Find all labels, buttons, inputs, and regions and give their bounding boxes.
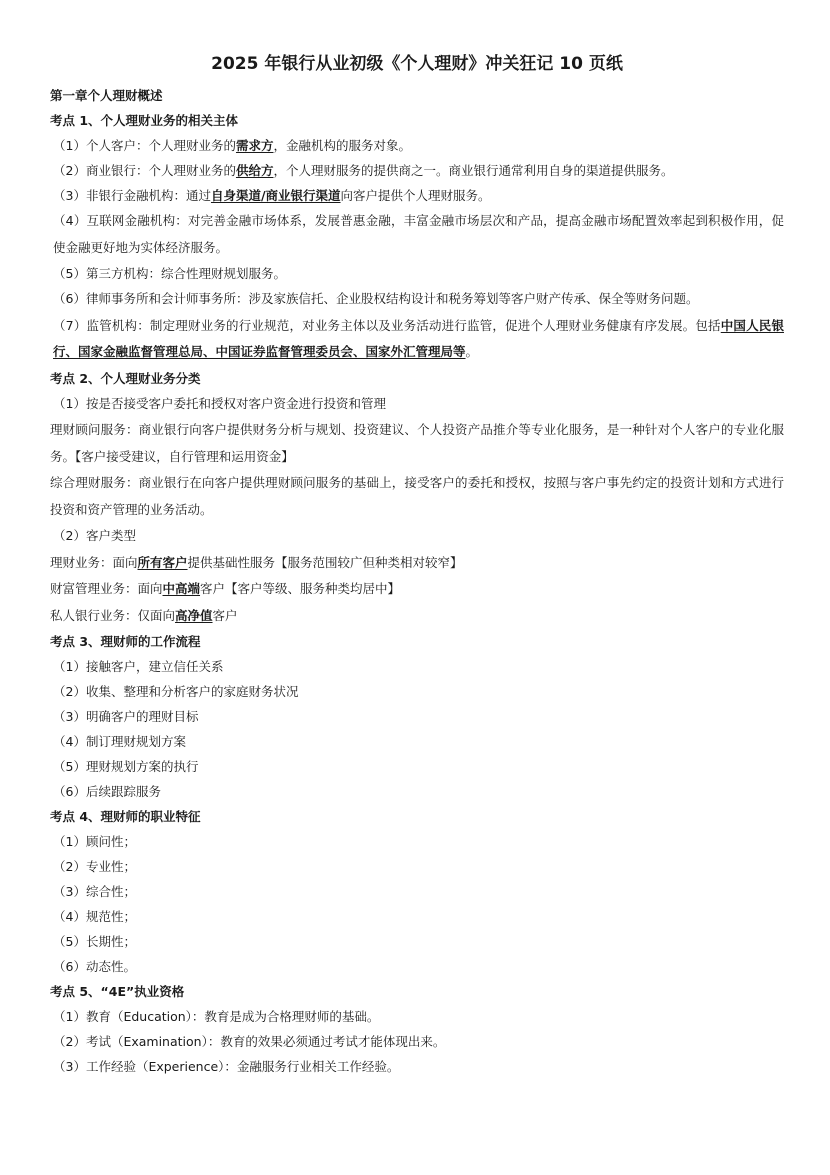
section-heading-2: 考点 2、个人理财业务分类 bbox=[50, 370, 201, 386]
entity-individual-client: （1）个人客户：个人理财业务的需求方，金融机构的服务对象。 bbox=[53, 138, 411, 153]
list-item: （5）长期性； bbox=[53, 934, 136, 949]
section-heading-3: 考点 3、理财师的工作流程 bbox=[50, 634, 201, 649]
list-item: （3）综合性； bbox=[53, 884, 136, 899]
chapter-heading: 第一章个人理财概述 bbox=[50, 88, 163, 103]
wealth-management-line: 财富管理业务：面向中高端客户【客户等级、服务种类均居中】 bbox=[50, 581, 401, 596]
list-item: （4）制订理财规划方案 bbox=[53, 734, 186, 749]
keyword-supply-side: 供给方 bbox=[235, 163, 274, 178]
entity-regulators: （7）监管机构：制定理财业务的行业规范，对业务主体以及业务活动进行监管，促进个人理财业务健康有序发展。包括中国人民银行、国家金融监督管理总局、中国证券监督管理委员会、国家外汇管理局等。 bbox=[53, 317, 784, 359]
classification-sub-1: （1）按是否接受客户委托和授权对客户资金进行投资和管理 bbox=[53, 395, 386, 411]
section-heading-5: 考点 5、“4E”执业资格 bbox=[50, 984, 185, 999]
advisory-service-paragraph: 理财顾问服务：商业银行向客户提供财务分析与规划、投资建议、个人投资产品推介等专业化服务，是一种针对个人客户的专业化服务。【客户接受建议，自行管理和运用资金】 bbox=[50, 422, 784, 464]
list-item: （1）教育（Education）：教育是成为合格理财师的基础。 bbox=[53, 1009, 380, 1024]
entity-law-accounting-firms: （6）律师事务所和会计师事务所：涉及家族信托、企业股权结构设计和税务筹划等客户财产传承、保全等财务问题。 bbox=[53, 291, 699, 306]
list-item: （3）工作经验（Experience）：金融服务行业相关工作经验。 bbox=[53, 1059, 400, 1074]
private-banking-line: 私人银行业务：仅面向高净值客户 bbox=[50, 607, 238, 623]
section-heading-1: 考点 1、个人理财业务的相关主体 bbox=[50, 113, 239, 128]
entity-third-party: （5）第三方机构：综合性理财规划服务。 bbox=[53, 266, 286, 281]
entity-internet-finance: （4）互联网金融机构：对完善金融市场体系，发展普惠金融，丰富金融市场层次和产品，提高金融市场配置效率起到积极作用，促使金融更好地为实体经济服务。 bbox=[53, 213, 784, 255]
list-item: （2）专业性； bbox=[53, 859, 136, 874]
section-heading-4: 考点 4、理财师的职业特征 bbox=[50, 809, 201, 824]
keyword-high-net-worth: 高净值 bbox=[175, 607, 213, 623]
classification-sub-2: （2）客户类型 bbox=[53, 528, 136, 543]
list-item: （2）收集、整理和分析客户的家庭财务状况 bbox=[53, 684, 299, 699]
list-item: （6）动态性。 bbox=[53, 959, 136, 974]
keyword-demand-side: 需求方 bbox=[235, 138, 274, 153]
comprehensive-service-paragraph: 综合理财服务：商业银行在向客户提供理财顾问服务的基础上，接受客户的委托和授权，按照与客户事先约定的投资计划和方式进行投资和资产管理的业务活动。 bbox=[50, 475, 784, 517]
wealth-business-line: 理财业务：面向所有客户提供基础性服务【服务范围较广但种类相对较窄】 bbox=[50, 554, 463, 570]
keyword-all-clients: 所有客户 bbox=[137, 554, 188, 570]
list-item: （1）接触客户，建立信任关系 bbox=[53, 659, 224, 674]
entity-non-bank-institution: （3）非银行金融机构：通过自身渠道/商业银行渠道向客户提供个人理财服务。 bbox=[53, 188, 491, 203]
list-item: （1）顾问性； bbox=[53, 834, 136, 849]
list-item: （6）后续跟踪服务 bbox=[53, 784, 161, 799]
keyword-channels: 自身渠道/商业银行渠道 bbox=[210, 188, 341, 203]
list-item: （3）明确客户的理财目标 bbox=[53, 709, 199, 724]
keyword-mid-high-end: 中高端 bbox=[162, 581, 201, 596]
keyword-regulators: 中国人民银行、国家金融监督管理总局、中国证券监督管理委员会、国家外汇管理局等 bbox=[53, 317, 784, 359]
page-title: 2025 年银行从业初级《个人理财》冲关狂记 10 页纸 bbox=[211, 54, 623, 74]
entity-commercial-bank: （2）商业银行：个人理财业务的供给方，个人理财服务的提供商之一。商业银行通常利用自身的渠道提供服务。 bbox=[53, 163, 674, 178]
list-item: （2）考试（Examination）：教育的效果必须通过考试才能体现出来。 bbox=[53, 1034, 446, 1049]
list-item: （4）规范性； bbox=[53, 909, 136, 924]
list-item: （5）理财规划方案的执行 bbox=[53, 759, 199, 774]
